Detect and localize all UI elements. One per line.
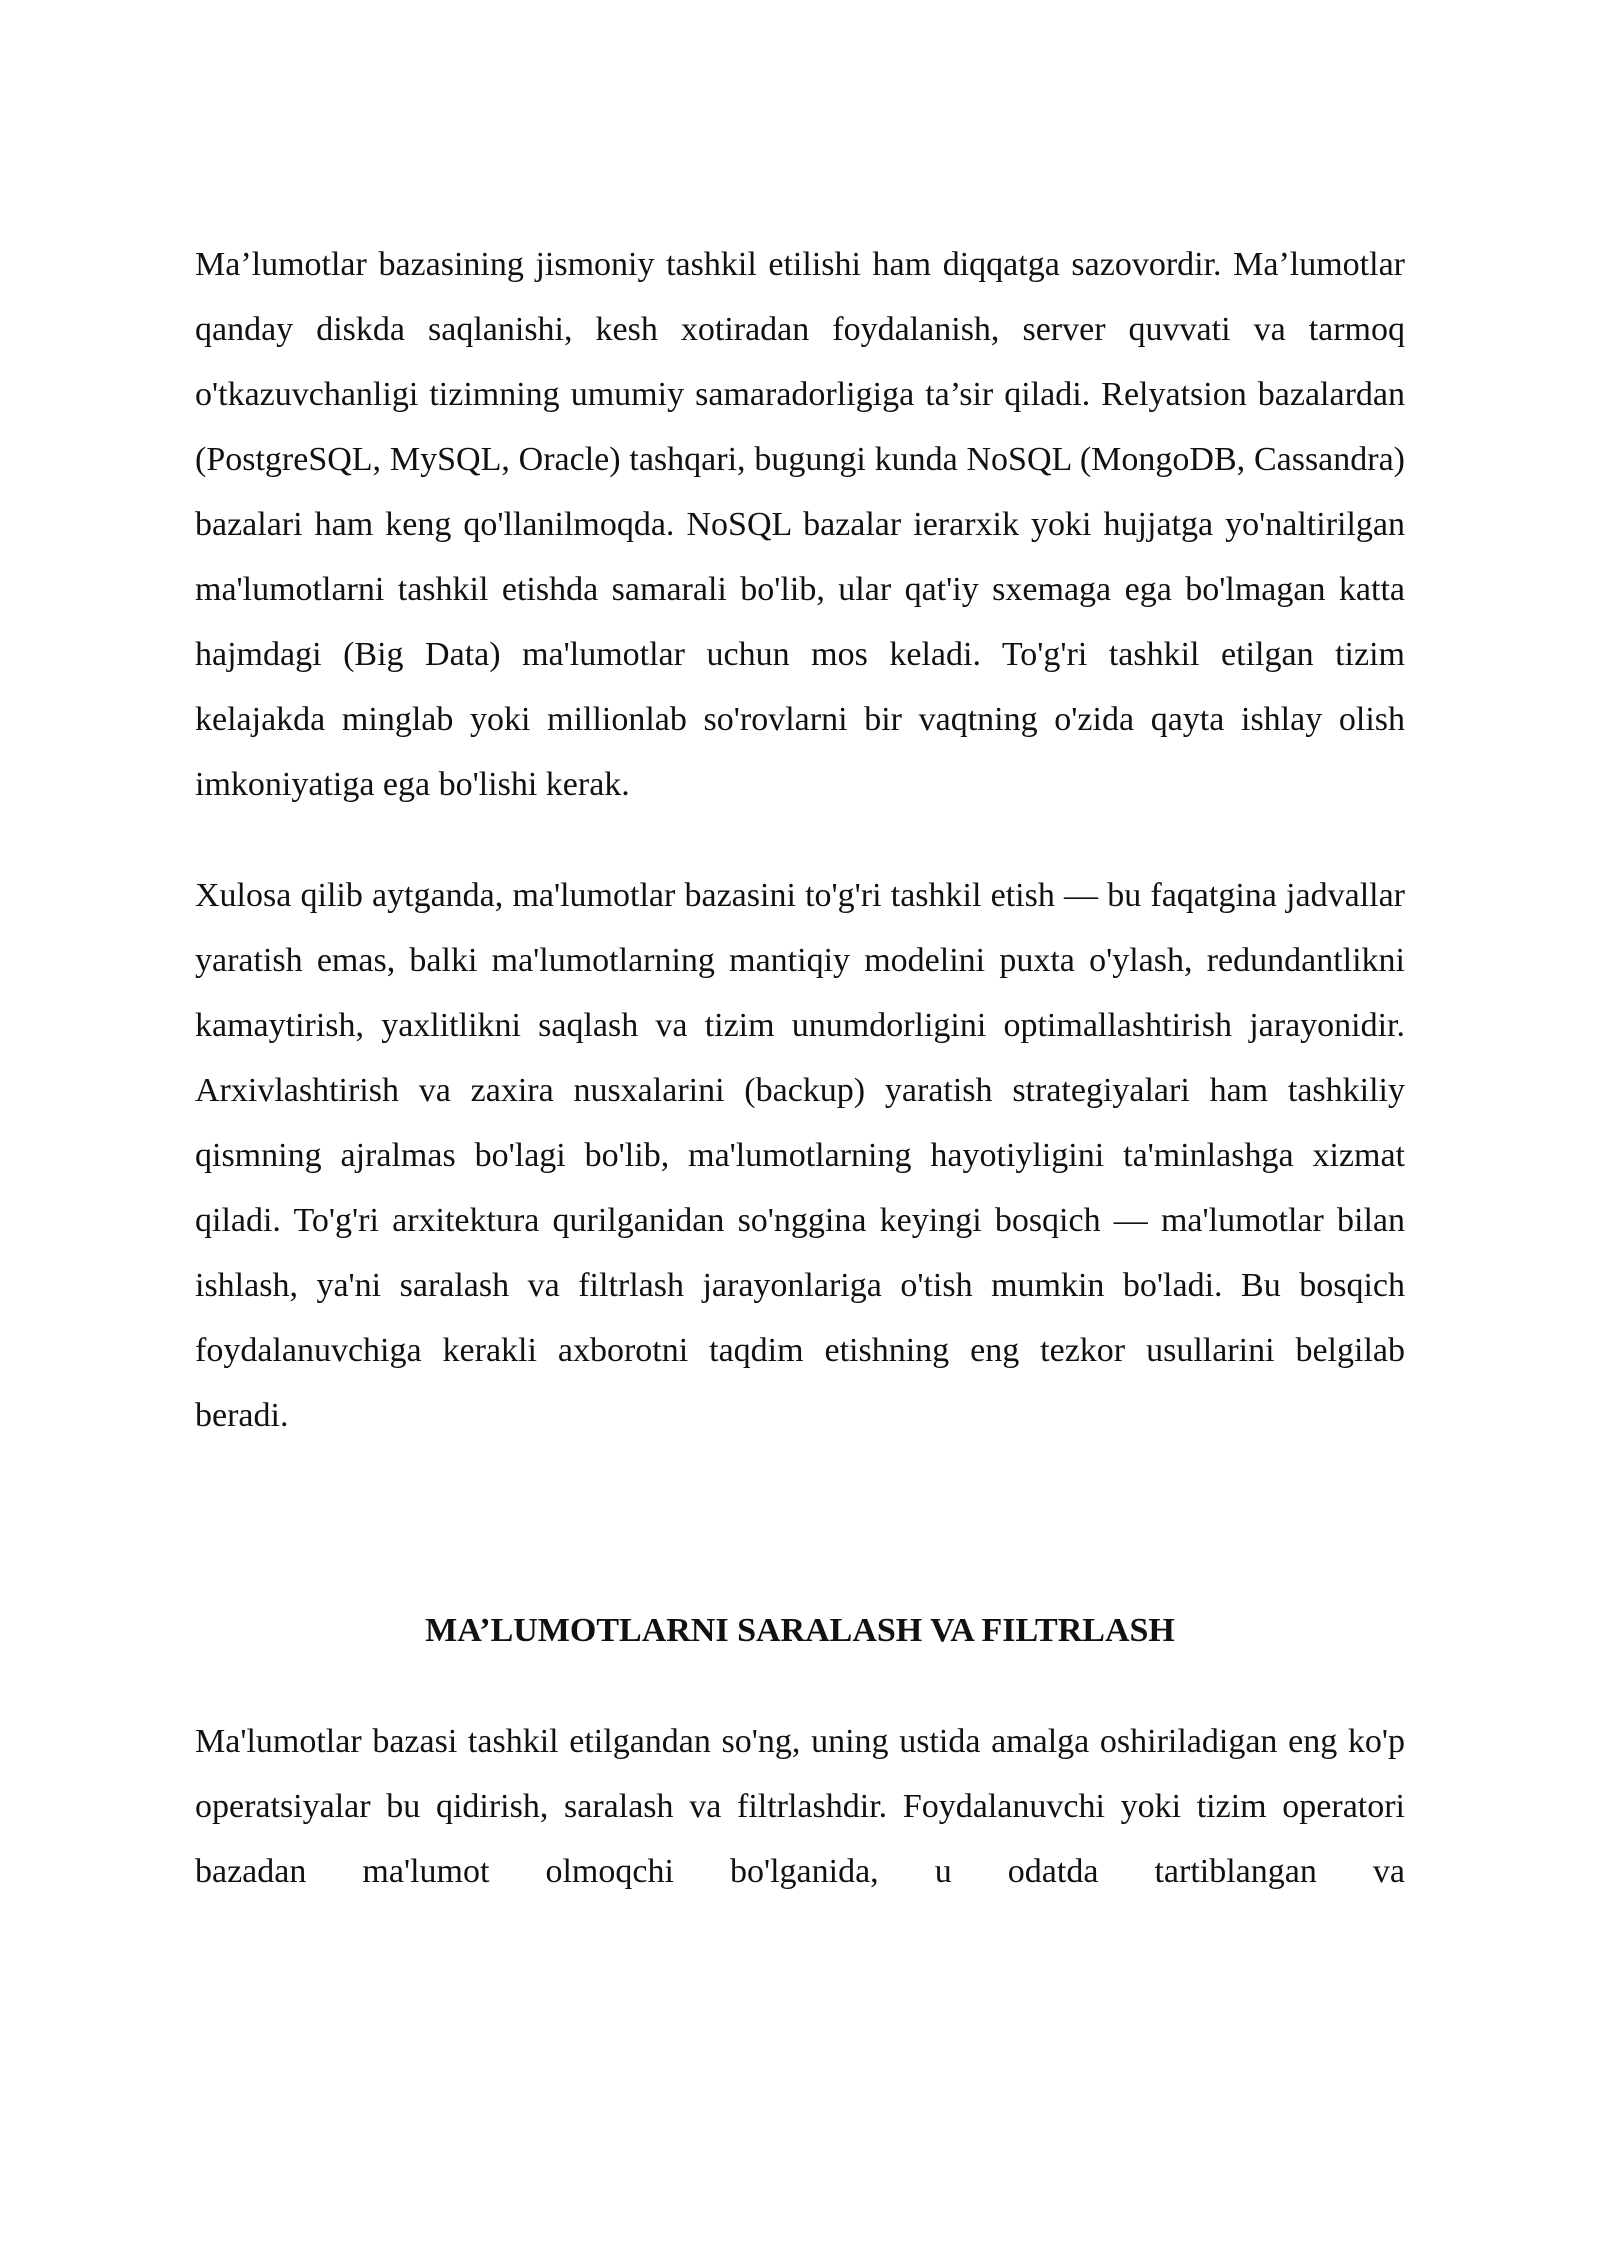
document-page	[195, 232, 1405, 1904]
paragraph-sorting-intro: Ma'lumotlar bazasi tashkil etilgandan so'ng, uning ustida amalga oshiriladigan eng ko'p operatsiyalar bu qidirish, saralash va filtrlashdir. Foydalanuvchi yoki tizim operatori bazadan ma'lumot olmoqchi bo'lganida, u odatda tartiblangan va	[195, 1723, 1405, 1890]
paragraph-conclusion: Xulosa qilib aytganda, ma'lumotlar bazasini to'g'ri tashkil etish — bu faqatgina jadvallar yaratish emas, balki ma'lumotlarning mantiqiy modelini puxta o'ylash, redundantlikni kamaytirish, yaxlitlikni saqlash va tizim unumdorligini optimallashtirish jarayonidir. Arxivlashtirish va zaxira nusxalarini (backup) yaratish strategiyalari ham tashkiliy qismning ajralmas bo'lagi bo'lib, ma'lumotlarning hayotiyligini ta'minlashga xizmat qiladi. To'g'ri arxitektura qurilganidan so'nggina keyingi bosqich — ma'lumotlar bilan ishlash, ya'ni saralash va filtrlash jarayonlariga o'tish mumkin bo'ladi. Bu bosqich foydalanuvchiga kerakli axborotni taqdim etishning eng tezkor usullarini belgilab beradi.	[195, 877, 1405, 1434]
paragraph-physical-organization: Ma’lumotlar bazasining jismoniy tashkil etilishi ham diqqatga sazovordir. Ma’lumotlar qanday diskda saqlanishi, kesh xotiradan foydalanish, server quvvati va tarmoq o'tkazuvchanligi tizimning umumiy samaradorligiga ta’sir qiladi. Relyatsion bazalardan (PostgreSQL, MySQL, Oracle) tashqari, bugungi kunda NoSQL (MongoDB, Cassandra) bazalari ham keng qo'llanilmoqda. NoSQL bazalar ierarxik yoki hujjatga yo'naltirilgan ma'lumotlarni tashkil etishda samarali bo'lib, ular qat'iy sxemaga ega bo'lmagan katta hajmdagi (Big Data) ma'lumotlar uchun mos keladi. To'g'ri tashkil etilgan tizim kelajakda minglab yoki millionlab so'rovlarni bir vaqtning o'zida qayta ishlay olish imkoniyatiga ega bo'lishi kerak.	[195, 246, 1405, 803]
section-heading: MA’LUMOTLARNI SARALASH VA FILTRLASH	[425, 1612, 1175, 1649]
